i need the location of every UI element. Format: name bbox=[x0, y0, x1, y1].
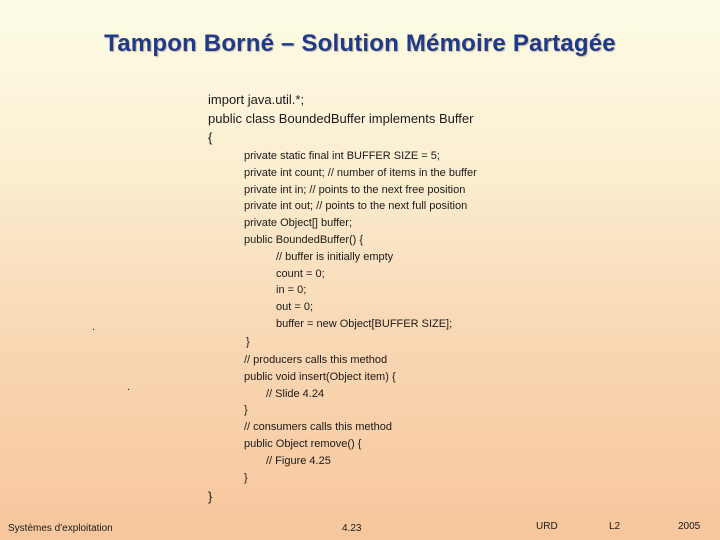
code-line: // buffer is initially empty bbox=[276, 251, 394, 263]
footer-level: L2 bbox=[609, 521, 621, 532]
code-line: // Slide 4.24 bbox=[266, 388, 325, 400]
code-line: public Object remove() { bbox=[244, 438, 362, 450]
code-line: } bbox=[244, 404, 248, 416]
code-line: public void insert(Object item) { bbox=[244, 371, 396, 383]
code-line: public BoundedBuffer() { bbox=[244, 234, 364, 246]
code-line: import java.util.*; bbox=[208, 92, 305, 107]
footer-year: 2005 bbox=[678, 521, 701, 532]
footer-slide-number: 4.23 bbox=[342, 523, 362, 534]
code-line: private Object[] buffer; bbox=[244, 217, 353, 229]
code-line: private int in; // points to the next free position bbox=[244, 184, 466, 196]
code-line: // consumers calls this method bbox=[244, 421, 392, 433]
code-line: private int out; // points to the next full position bbox=[244, 200, 468, 212]
code-line: count = 0; bbox=[276, 268, 325, 280]
code-line: // producers calls this method bbox=[244, 354, 388, 366]
code-line: in = 0; bbox=[276, 284, 307, 296]
footer-institution: URD bbox=[536, 521, 558, 532]
footer-course: Systèmes d'exploitation bbox=[8, 523, 113, 534]
code-line: } bbox=[244, 472, 248, 484]
code-line: private static final int BUFFER SIZE = 5; bbox=[244, 150, 440, 162]
code-line: public class BoundedBuffer implements Buffer bbox=[208, 111, 474, 126]
code-line: buffer = new Object[BUFFER SIZE]; bbox=[276, 318, 453, 330]
stray-dot: . bbox=[127, 381, 131, 393]
code-line: out = 0; bbox=[276, 301, 314, 313]
code-line: // Figure 4.25 bbox=[266, 455, 331, 467]
code-line: } bbox=[208, 489, 213, 504]
stray-dot: . bbox=[92, 321, 96, 333]
code-line: { bbox=[208, 130, 213, 145]
slide-title: Tampon Borné – Solution Mémoire Partagée bbox=[104, 30, 616, 57]
code-line: private int count; // number of items in the buffer bbox=[244, 167, 477, 179]
code-line: } bbox=[246, 336, 250, 348]
